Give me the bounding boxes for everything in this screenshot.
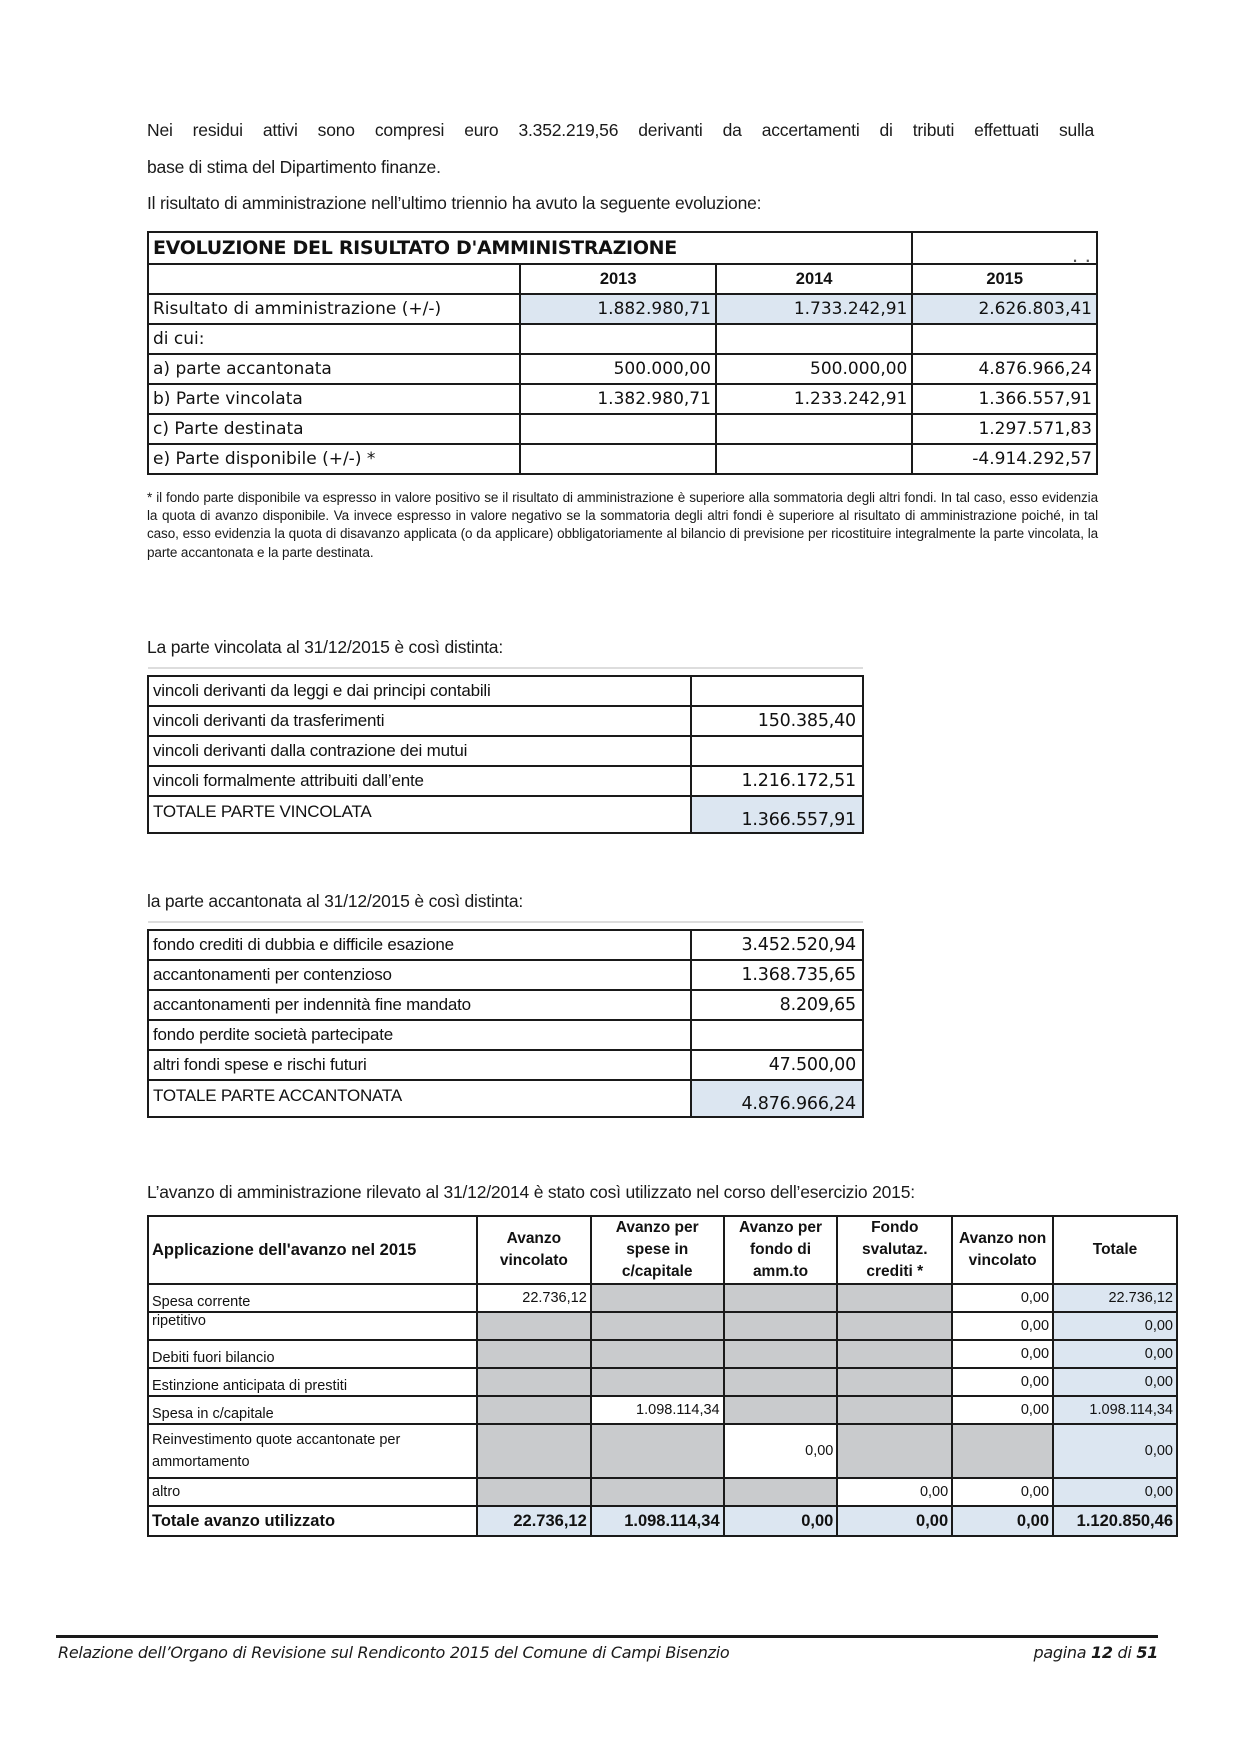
value-2015: 4.876.966,24	[912, 354, 1097, 384]
table-row	[148, 294, 1097, 324]
value-2014: 500.000,00	[716, 354, 912, 384]
header-empty	[148, 264, 520, 294]
table-row	[148, 676, 863, 706]
page-total: 51	[1136, 1643, 1158, 1662]
avanzo-intro: L’avanzo di amministrazione rilevato al 31/12/2014 è stato così utilizzato nel corso dell’esercizio 2015:	[147, 1182, 915, 1202]
applicazione-avanzo-table	[147, 1215, 1178, 1537]
value-2014	[716, 414, 912, 444]
table-row	[148, 1050, 863, 1080]
header-fondo-svalutazione: Fondo svalutaz. crediti *	[837, 1216, 952, 1284]
cell-vincolato	[477, 1312, 591, 1340]
header-avanzo-non-vincolato: Avanzo non vincolato	[952, 1216, 1053, 1284]
cell-totale: 0,00	[1053, 1478, 1177, 1506]
value-2013: 1.382.980,71	[520, 384, 715, 414]
total-capitale: 1.098.114,34	[591, 1506, 724, 1536]
cell-vincolato	[477, 1340, 591, 1368]
table-row	[148, 960, 863, 990]
spacer-cell	[148, 668, 691, 676]
value-2013	[520, 414, 715, 444]
cell-svalutazione	[837, 1368, 952, 1396]
row-label: Reinvestimento quote accantonate per ammortamento	[148, 1424, 477, 1478]
cell-capitale	[591, 1368, 724, 1396]
row-label: altro	[148, 1478, 477, 1506]
table-row	[148, 706, 863, 736]
row-label: ripetitivo	[148, 1312, 477, 1340]
table-row	[148, 414, 1097, 444]
table-row	[148, 736, 863, 766]
header-avanzo-vincolato: Avanzo vincolato	[477, 1216, 591, 1284]
page-current: 12	[1091, 1643, 1113, 1662]
table-top-spacer	[148, 922, 863, 930]
table-row	[148, 990, 863, 1020]
table-row	[148, 766, 863, 796]
row-label: vincoli derivanti da leggi e dai principi contabili	[148, 676, 691, 706]
vincolata-intro: La parte vincolata al 31/12/2015 è così distinta:	[147, 637, 503, 657]
cell-ammortamento	[724, 1478, 838, 1506]
cell-ammortamento	[724, 1312, 838, 1340]
row-value: 8.209,65	[691, 990, 863, 1020]
cell-vincolato	[477, 1478, 591, 1506]
row-value: 1.368.735,65	[691, 960, 863, 990]
total-label: Totale avanzo utilizzato	[148, 1506, 477, 1536]
row-label: Spesa corrente	[148, 1284, 477, 1312]
row-label: di cui:	[148, 324, 520, 354]
cell-ammortamento	[724, 1396, 838, 1424]
row-label: Estinzione anticipata di prestiti	[148, 1368, 477, 1396]
table-row	[148, 1312, 1177, 1340]
cell-capitale	[591, 1424, 724, 1478]
cell-non-vincolato: 0,00	[952, 1368, 1053, 1396]
value-2015: 1.366.557,91	[912, 384, 1097, 414]
cell-non-vincolato: 0,00	[952, 1478, 1053, 1506]
row-label: vincoli derivanti da trasferimenti	[148, 706, 691, 736]
row-value	[691, 1020, 863, 1050]
table-row	[148, 1396, 1177, 1424]
value-2014: 1.733.242,91	[716, 294, 912, 324]
cell-svalutazione	[837, 1424, 952, 1478]
cell-capitale	[591, 1312, 724, 1340]
row-label: Debiti fuori bilancio	[148, 1340, 477, 1368]
spacer-cell	[148, 922, 691, 930]
row-label: fondo perdite società partecipate	[148, 1020, 691, 1050]
cell-capitale	[591, 1478, 724, 1506]
cell-capitale	[591, 1340, 724, 1368]
table-row	[148, 1424, 1177, 1478]
header-avanzo-ammortamento: Avanzo per fondo di amm.to	[724, 1216, 838, 1284]
year-header-row	[148, 264, 1097, 294]
header-year-2015: 2015	[912, 264, 1097, 294]
cell-vincolato	[477, 1368, 591, 1396]
row-label: Risultato di amministrazione (+/-)	[148, 294, 520, 324]
intro-line-3: Il risultato di amministrazione nell’ultimo triennio ha avuto la seguente evoluzione:	[147, 193, 762, 213]
cell-totale: 0,00	[1053, 1340, 1177, 1368]
table-row	[148, 1284, 1177, 1312]
row-label: e) Parte disponibile (+/-) *	[148, 444, 520, 474]
header-avanzo-capitale: Avanzo per spese in c/capitale	[591, 1216, 724, 1284]
table-top-spacer	[148, 668, 863, 676]
row-label: altri fondi spese e rischi futuri	[148, 1050, 691, 1080]
footnote: * il fondo parte disponibile va espresso in valore positivo se il risultato di amministrazione è superiore alla sommatoria degli altri fondi. In tal caso, esso evidenzia la quota di avanzo disponibile. Va invece espresso in valore negativo se la sommatoria degli altri fondi è superiore al risultato di amministrazione poiché, in tal caso, esso evidenzia la quota di disavanzo applicata (o da applicare) obbligatoriamente al bilancio di previsione per ricostituire integralmente la parte vincolata, la parte accantonata e la parte destinata.	[147, 490, 1098, 560]
table-row	[148, 354, 1097, 384]
table-title: EVOLUZIONE DEL RISULTATO D'AMMINISTRAZIONE	[148, 232, 912, 264]
value-2014: 1.233.242,91	[716, 384, 912, 414]
cell-vincolato: 22.736,12	[477, 1284, 591, 1312]
row-label: vincoli formalmente attribuiti dall’ente	[148, 766, 691, 796]
row-value	[691, 676, 863, 706]
cell-ammortamento	[724, 1368, 838, 1396]
cell-capitale	[591, 1284, 724, 1312]
cell-totale: 0,00	[1053, 1424, 1177, 1478]
row-label: c) Parte destinata	[148, 414, 520, 444]
value-2015: -4.914.292,57	[912, 444, 1097, 474]
table-row	[148, 444, 1097, 474]
value-2013	[520, 324, 715, 354]
page-separator: di	[1117, 1643, 1132, 1662]
row-label: Spesa in c/capitale	[148, 1396, 477, 1424]
total-label: TOTALE PARTE ACCANTONATA	[148, 1080, 691, 1117]
footer-title: Relazione dell’Organo di Revisione sul Rendiconto 2015 del Comune di Campi Bisenzio	[58, 1643, 730, 1662]
cell-ammortamento: 0,00	[724, 1424, 838, 1478]
table-title-row	[148, 232, 1097, 264]
total-non-vincolato: 0,00	[952, 1506, 1053, 1536]
total-value: 1.366.557,91	[691, 796, 863, 833]
title-spacer-cell	[912, 232, 1097, 264]
table-row	[148, 1368, 1177, 1396]
parte-accantonata-table	[147, 921, 864, 1118]
intro-line-1: Nei residui attivi sono compresi euro 3.352.219,56 derivanti da accertamenti di tributi effettuati sulla	[147, 120, 1094, 140]
cell-totale: 22.736,12	[1053, 1284, 1177, 1312]
parte-vincolata-table	[147, 667, 864, 834]
cell-non-vincolato: 0,00	[952, 1396, 1053, 1424]
table-row	[148, 930, 863, 960]
header-applicazione: Applicazione dell'avanzo nel 2015	[148, 1216, 477, 1284]
cell-svalutazione	[837, 1284, 952, 1312]
row-value	[691, 736, 863, 766]
cell-totale: 1.098.114,34	[1053, 1396, 1177, 1424]
value-2015: 1.297.571,83	[912, 414, 1097, 444]
cell-non-vincolato: 0,00	[952, 1340, 1053, 1368]
total-row	[148, 796, 863, 833]
cell-svalutazione: 0,00	[837, 1478, 952, 1506]
table-row	[148, 1478, 1177, 1506]
cell-totale: 0,00	[1053, 1312, 1177, 1340]
total-vincolato: 22.736,12	[477, 1506, 591, 1536]
cell-svalutazione	[837, 1396, 952, 1424]
total-value: 4.876.966,24	[691, 1080, 863, 1117]
value-2013: 1.882.980,71	[520, 294, 715, 324]
row-value: 47.500,00	[691, 1050, 863, 1080]
row-label: vincoli derivanti dalla contrazione dei mutui	[148, 736, 691, 766]
total-label: TOTALE PARTE VINCOLATA	[148, 796, 691, 833]
cell-vincolato	[477, 1396, 591, 1424]
cell-vincolato	[477, 1424, 591, 1478]
total-row	[148, 1506, 1177, 1536]
page-number	[1034, 1643, 1158, 1662]
value-2013	[520, 444, 715, 474]
value-2015	[912, 324, 1097, 354]
value-2015: 2.626.803,41	[912, 294, 1097, 324]
cell-non-vincolato	[952, 1424, 1053, 1478]
row-label: b) Parte vincolata	[148, 384, 520, 414]
header-totale: Totale	[1053, 1216, 1177, 1284]
cell-svalutazione	[837, 1340, 952, 1368]
evoluzione-risultato-table	[147, 231, 1098, 475]
row-value: 3.452.520,94	[691, 930, 863, 960]
cell-totale: 0,00	[1053, 1368, 1177, 1396]
cell-ammortamento	[724, 1284, 838, 1312]
value-2014	[716, 444, 912, 474]
row-label: a) parte accantonata	[148, 354, 520, 384]
spacer-cell	[691, 668, 863, 676]
row-value: 150.385,40	[691, 706, 863, 736]
spacer-cell	[691, 922, 863, 930]
row-value: 1.216.172,51	[691, 766, 863, 796]
cell-ammortamento	[724, 1340, 838, 1368]
header-row	[148, 1216, 1177, 1284]
table-row	[148, 384, 1097, 414]
cell-non-vincolato: 0,00	[952, 1284, 1053, 1312]
row-label: accantonamenti per contenzioso	[148, 960, 691, 990]
page-prefix: pagina	[1033, 1643, 1087, 1662]
table-row	[148, 1340, 1177, 1368]
total-row	[148, 1080, 863, 1117]
accantonata-intro: la parte accantonata al 31/12/2015 è così distinta:	[147, 891, 524, 911]
ellipsis-marker: . .	[1072, 251, 1092, 265]
header-year-2014: 2014	[716, 264, 912, 294]
row-label: accantonamenti per indennità fine mandato	[148, 990, 691, 1020]
intro-line-2: base di stima del Dipartimento finanze.	[147, 157, 441, 177]
cell-capitale: 1.098.114,34	[591, 1396, 724, 1424]
footer-divider	[56, 1635, 1158, 1638]
total-ammortamento: 0,00	[724, 1506, 838, 1536]
value-2014	[716, 324, 912, 354]
cell-svalutazione	[837, 1312, 952, 1340]
total-totale: 1.120.850,46	[1053, 1506, 1177, 1536]
value-2013: 500.000,00	[520, 354, 715, 384]
table-row	[148, 1020, 863, 1050]
table-row	[148, 324, 1097, 354]
header-year-2013: 2013	[520, 264, 715, 294]
total-svalutazione: 0,00	[837, 1506, 952, 1536]
row-label: fondo crediti di dubbia e difficile esazione	[148, 930, 691, 960]
cell-non-vincolato: 0,00	[952, 1312, 1053, 1340]
